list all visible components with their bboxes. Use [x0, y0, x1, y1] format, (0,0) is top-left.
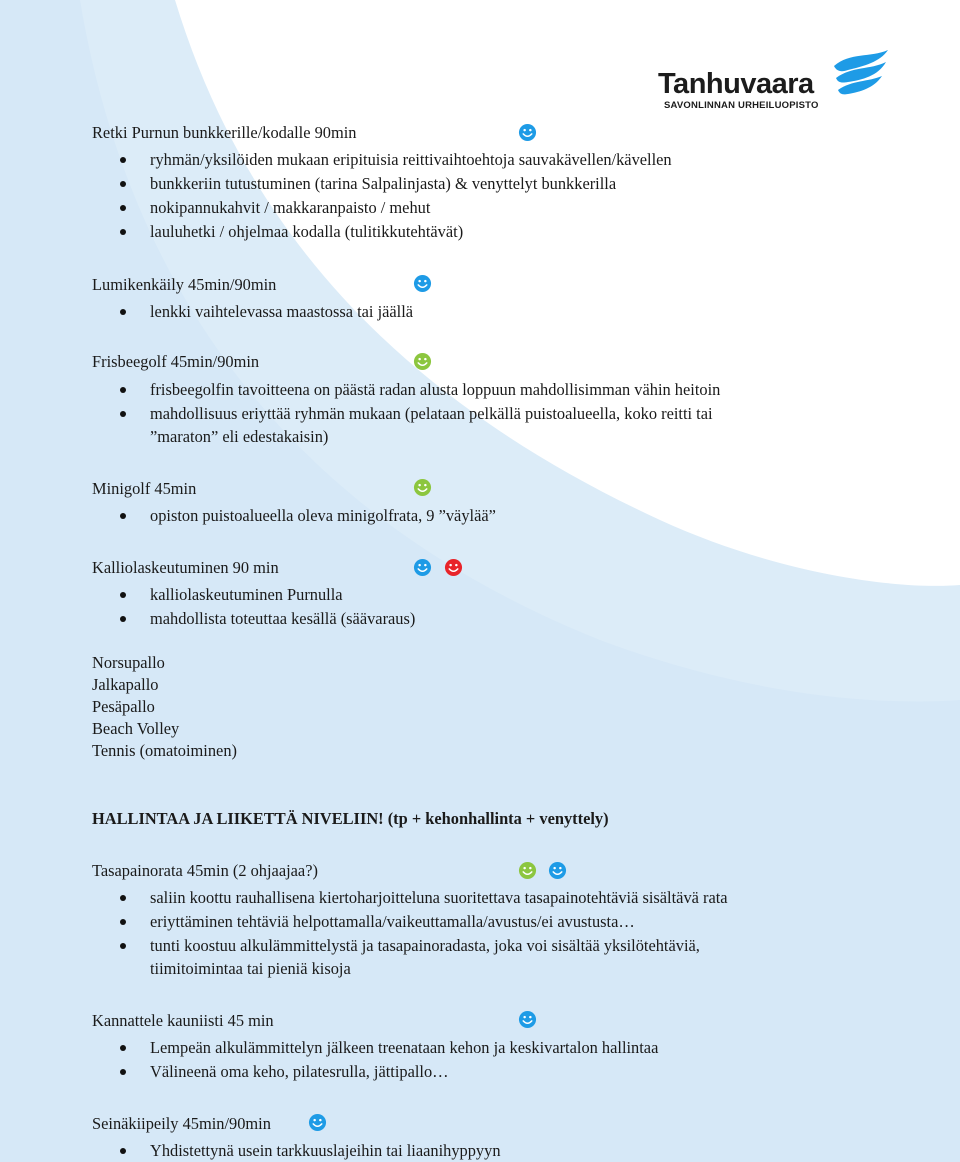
list-item: kalliolaskeutuminen Purnulla: [150, 585, 343, 604]
bullet-icon: [120, 895, 126, 901]
bullet-icon: [120, 205, 126, 211]
bullet-icon: [120, 157, 126, 163]
bullet-icon: [120, 411, 126, 417]
list-item: mahdollista toteuttaa kesällä (säävaraus): [150, 609, 416, 628]
list-item-continuation: tiimitoimintaa tai pieniä kisoja: [150, 959, 351, 978]
smiley-blue-icon: [518, 123, 537, 142]
list-item: Välineenä oma keho, pilatesrulla, jättipallo…: [150, 1062, 449, 1081]
logo-wordmark: Tanhuvaara: [658, 68, 814, 100]
bullet-icon: [120, 229, 126, 235]
list-item: saliin koottu rauhallisena kiertoharjoitteluna suoritettava tasapainotehtäviä sisältävä rata: [150, 888, 728, 907]
smiley-blue-icon: [413, 558, 432, 577]
smiley-red-icon: [444, 558, 463, 577]
smiley-blue-icon: [518, 1010, 537, 1029]
list-item: opiston puistoalueella oleva minigolfrata, 9 ”väylää”: [150, 506, 496, 525]
bullet-icon: [120, 943, 126, 949]
section-title: Frisbeegolf 45min/90min: [92, 352, 260, 371]
bullet-icon: [120, 592, 126, 598]
sport-item: Norsupallo: [92, 653, 165, 672]
bullet-icon: [120, 1069, 126, 1075]
section-title: Kannattele kauniisti 45 min: [92, 1011, 274, 1030]
bullet-icon: [120, 387, 126, 393]
list-item: Yhdistettynä usein tarkkuuslajeihin tai liaanihyppyyn: [150, 1141, 501, 1160]
bullet-icon: [120, 1148, 126, 1154]
sport-item: Beach Volley: [92, 719, 180, 738]
list-item: eriyttäminen tehtäviä helpottamalla/vaikeuttamalla/avustus/ei avustusta…: [150, 912, 635, 931]
smiley-green-icon: [413, 478, 432, 497]
list-item: mahdollisuus eriyttää ryhmän mukaan (pelataan pelkällä puistoalueella, koko reitti tai: [150, 404, 713, 423]
bullet-icon: [120, 1045, 126, 1051]
section-heading: HALLINTAA JA LIIKETTÄ NIVELIIN! (tp + kehonhallinta + venyttely): [92, 809, 609, 828]
sport-item: Tennis (omatoiminen): [92, 741, 237, 760]
list-item: nokipannukahvit / makkaranpaisto / mehut: [150, 198, 431, 217]
list-item: lenkki vaihtelevassa maastossa tai jäällä: [150, 302, 414, 321]
smiley-blue-icon: [308, 1113, 327, 1132]
sport-item: Jalkapallo: [92, 675, 159, 694]
list-item: tunti koostuu alkulämmittelystä ja tasapainoradasta, joka voi sisältää yksilötehtäviä,: [150, 936, 700, 955]
bullet-icon: [120, 919, 126, 925]
smiley-green-icon: [518, 861, 537, 880]
section-title: Retki Purnun bunkkerille/kodalle 90min: [92, 123, 357, 142]
list-item: Lempeän alkulämmittelyn jälkeen treenataan kehon ja keskivartalon hallintaa: [150, 1038, 659, 1057]
list-item: ryhmän/yksilöiden mukaan eripituisia reittivaihtoehtoja sauvakävellen/kävellen: [150, 150, 672, 169]
smiley-blue-icon: [548, 861, 567, 880]
logo-tagline: SAVONLINNAN URHEILUOPISTO: [664, 100, 819, 111]
list-item: lauluhetki / ohjelmaa kodalla (tulitikkutehtävät): [150, 222, 464, 241]
section-title: Tasapainorata 45min (2 ohjaajaa?): [92, 861, 318, 880]
bullet-icon: [120, 309, 126, 315]
list-item: bunkkeriin tutustuminen (tarina Salpalinjasta) & venyttelyt bunkkerilla: [150, 174, 617, 193]
sport-item: Pesäpallo: [92, 697, 155, 716]
section-title: Minigolf 45min: [92, 479, 197, 498]
section-title: Seinäkiipeily 45min/90min: [92, 1114, 271, 1133]
list-item-continuation: ”maraton” eli edestakaisin): [150, 427, 329, 446]
bullet-icon: [120, 181, 126, 187]
bullet-icon: [120, 616, 126, 622]
smiley-blue-icon: [413, 274, 432, 293]
list-item: frisbeegolfin tavoitteena on päästä radan alusta loppuun mahdollisimman vähin heitoin: [150, 380, 721, 399]
section-title: Kalliolaskeutuminen 90 min: [92, 558, 279, 577]
bullet-icon: [120, 513, 126, 519]
smiley-green-icon: [413, 352, 432, 371]
section-title: Lumikenkäily 45min/90min: [92, 275, 277, 294]
